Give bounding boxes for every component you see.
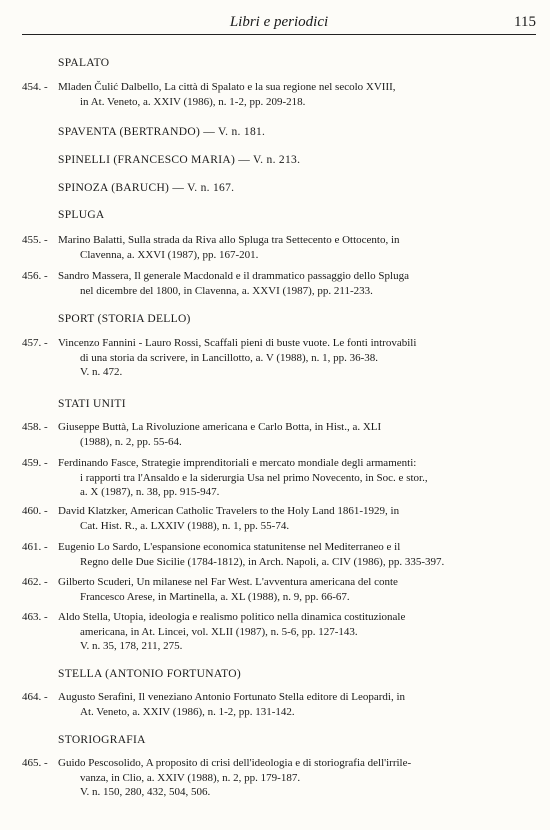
- entry-457: [22, 336, 536, 380]
- entry-line: in At. Veneto, a. XXIV (1986), n. 1-2, pp. 209-218.: [80, 95, 306, 108]
- entry-line: Regno delle Due Sicilie (1784-1812), in Arch. Napoli, a. CIV (1986), pp. 335-397.: [80, 555, 445, 568]
- entry-line: Guido Pescosolido, A proposito di crisi dell'ideologia e di storiografia dell'irrile-: [58, 757, 412, 769]
- entry-456: [22, 269, 536, 298]
- section-heading-spaventa: SPAVENTA (BERTRANDO) — V. n. 181.: [58, 126, 266, 138]
- cross-reference: V. n. 150, 280, 432, 504, 506.: [80, 786, 211, 798]
- entry-line: a. X (1987), n. 38, pp. 915-947.: [80, 486, 220, 498]
- entry-line: Mladen Čulić Dalbello, La città di Spalato e la sua regione nel secolo XVIII,: [58, 81, 396, 93]
- section-heading-spalato: SPALATO: [58, 57, 110, 69]
- entry-458: [22, 420, 536, 449]
- entry-number: 458. -: [22, 421, 48, 433]
- entry-number: 454. -: [22, 81, 48, 93]
- entry-line: (1988), n. 2, pp. 55-64.: [80, 435, 182, 448]
- entry-line: Clavenna, a. XXVI (1987), pp. 167-201.: [80, 248, 259, 261]
- entry-number: 464. -: [22, 691, 48, 703]
- entry-line: Aldo Stella, Utopia, ideologia e realismo politico nella dinamica costituzionale: [58, 611, 406, 623]
- entry-number: 465. -: [22, 757, 48, 769]
- entry-461: [22, 540, 536, 569]
- entry-line: di una storia da scrivere, in Lancillotto, a. V (1988), n. 1, pp. 36-38.: [80, 351, 379, 364]
- running-title: Libri e periodici: [229, 14, 329, 30]
- section-heading-sport: SPORT (STORIA DELLO): [58, 313, 191, 325]
- section-heading-spinelli: SPINELLI (FRANCESCO MARIA) — V. n. 213.: [58, 154, 301, 166]
- entry-454: [22, 80, 536, 109]
- entry-line: David Klatzker, American Catholic Travelers to the Holy Land 1861-1929, in: [58, 505, 400, 517]
- page-number: 115: [514, 14, 536, 30]
- entry-line: Ferdinando Fasce, Strategie imprenditoriali e mercato mondiale degli armamenti:: [58, 457, 417, 469]
- entry-line: Marino Balatti, Sulla strada da Riva allo Spluga tra Settecento e Ottocento, in: [58, 234, 400, 246]
- entry-line: Sandro Massera, Il generale Macdonald e il drammatico passaggio dello Spluga: [58, 270, 409, 282]
- section-heading-storiografia: STORIOGRAFIA: [58, 734, 146, 746]
- entry-line: Gilberto Scuderi, Un milanese nel Far West. L'avventura americana del conte: [58, 576, 398, 588]
- entry-460: [22, 504, 536, 533]
- section-heading-stella: STELLA (ANTONIO FORTUNATO): [58, 668, 242, 680]
- entry-463: [22, 610, 536, 654]
- entry-number: 457. -: [22, 337, 48, 349]
- entry-line: americana, in At. Lincei, vol. XLII (1987), n. 5-6, pp. 127-143.: [80, 625, 358, 638]
- entry-number: 462. -: [22, 576, 48, 588]
- entry-line: Eugenio Lo Sardo, L'espansione economica statunitense nel Mediterraneo e il: [58, 541, 401, 553]
- entry-459: [22, 456, 536, 500]
- entry-line: Francesco Arese, in Martinella, a. XL (1988), n. 9, pp. 66-67.: [80, 590, 350, 603]
- entry-line: At. Veneto, a. XXIV (1986), n. 1-2, pp. 131-142.: [80, 705, 295, 718]
- entry-line: Giuseppe Buttà, La Rivoluzione americana e Carlo Botta, in Hist., a. XLI: [58, 421, 382, 433]
- running-header: [22, 10, 536, 35]
- section-heading-stati-uniti: STATI UNITI: [58, 398, 126, 410]
- entry-number: 456. -: [22, 270, 48, 282]
- entry-line: Cat. Hist. R., a. LXXIV (1988), n. 1, pp. 55-74.: [80, 519, 290, 532]
- section-heading-spinoza: SPINOZA (BARUCH) — V. n. 167.: [58, 182, 235, 194]
- cross-reference: V. n. 472.: [80, 366, 123, 378]
- entry-line: Vincenzo Fannini - Lauro Rossi, Scaffali pieni di buste vuote. Le fonti introvabili: [58, 337, 417, 349]
- entry-464: [22, 690, 536, 719]
- entry-line: nel dicembre del 1800, in Clavenna, a. XXVI (1987), pp. 211-233.: [80, 284, 373, 297]
- entry-number: 460. -: [22, 505, 48, 517]
- entry-line: Augusto Serafini, Il veneziano Antonio Fortunato Stella editore di Leopardi, in: [58, 691, 406, 703]
- cross-reference: V. n. 35, 178, 211, 275.: [80, 640, 183, 652]
- entry-number: 459. -: [22, 457, 48, 469]
- section-heading-spluga: SPLUGA: [58, 209, 105, 221]
- entry-line: i rapporti tra l'Ansaldo e la siderurgia Usa nel primo Novecento, in Soc. e stor.,: [80, 471, 428, 484]
- entry-465: [22, 756, 536, 800]
- entry-line: vanza, in Clio, a. XXIV (1988), n. 2, pp. 179-187.: [80, 771, 301, 784]
- entry-number: 463. -: [22, 611, 48, 623]
- entry-number: 455. -: [22, 234, 48, 246]
- entry-455: [22, 233, 536, 262]
- entry-462: [22, 575, 536, 604]
- entry-number: 461. -: [22, 541, 48, 553]
